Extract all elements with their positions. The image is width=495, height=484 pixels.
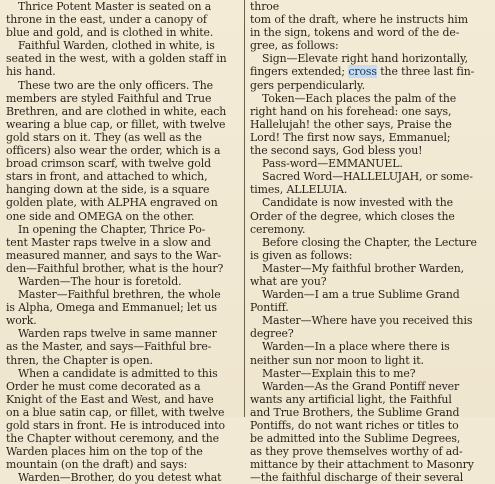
right-column-text-line: tom of the draft, where he instructs him [250, 13, 468, 27]
left-column [6, 0, 242, 484]
right-column-text-line: gers perpendicularly. [250, 78, 366, 92]
right-column-text-line: neither sun nor moon to light it. [250, 353, 424, 367]
right-column-text-line: in the sign, tokens and word of the de- [250, 26, 460, 40]
left-column-text-line: gold stars in front. He is introduced into [6, 419, 225, 432]
left-column-text-line: his hand. [6, 65, 56, 79]
right-column-text-line: and True Brothers, the Sublime Grand [250, 405, 460, 419]
left-column-text-line: Master—Faithful brethren, the whole [18, 288, 221, 302]
left-column-text-line: Brethren, and are clothed in white, each [6, 104, 227, 118]
right-column-text-line: as they prove themselves worthy of ad- [250, 445, 463, 459]
left-column-text-line: broad crimson scarf, with twelve gold [6, 157, 211, 171]
left-column-text-line: stars in front, and attached to which, [6, 170, 208, 184]
left-column-text-line: golden plate, with ALPHA engraved on [6, 196, 218, 210]
left-column-text-line: blue and gold, and is clothed in white. [6, 26, 214, 40]
left-column-text-line: the Chapter without ceremony, and the [6, 432, 220, 446]
left-column-text-line: Thrice Potent Master is seated on a [18, 0, 212, 13]
right-column-text-line: be admitted into the Sublime Degrees, [250, 432, 461, 446]
right-column-text-line: ceremony. [250, 222, 306, 236]
right-column-text-line: wants any artificial light, the Faithful [250, 392, 452, 406]
right-column-text-line: —the faithful discharge of their several [250, 471, 464, 484]
left-column-text-line: den—Faithful brother, what is the hour? [6, 261, 224, 275]
right-column-text-line: Pontiff. [250, 301, 289, 315]
left-column-text-line: measured manner, and says to the War- [6, 248, 222, 262]
right-column-text-line: mittance by their attachment to Masonry [250, 458, 474, 472]
left-column-text-line: When a candidate is admitted to this [18, 366, 218, 380]
left-column-text-line: Faithful Warden, clothed in white, is [18, 39, 215, 53]
right-column-text-line: Order of the degree, which closes the [250, 209, 455, 223]
left-column-text-line: is Alpha, Omega and Emmanuel; let us [6, 301, 217, 315]
left-column-text-line: throne in the east, under a canopy of [6, 13, 207, 27]
right-column-text-line: Before closing the Chapter, the Lecture [262, 235, 477, 249]
left-column-text-line: Warden—Brother, do you detest what [18, 471, 222, 484]
right-column-text-line: degree? [250, 327, 294, 341]
right-column-text-line: Candidate is now invested with the [262, 196, 453, 210]
right-column-text-line: Pass-word—EMMANUEL. [262, 157, 403, 171]
right-column-text-line: what are you? [250, 274, 327, 288]
left-column-text-line: hanging down at the side, is a square [6, 183, 210, 197]
right-column-text-line: Master—My faithful brother Warden, [262, 261, 464, 275]
left-column-text-line: on a blue satin cap, or fillet, with twelve [6, 405, 225, 419]
right-column-text-line: Lord! The first now says, Emmanuel; [250, 130, 451, 144]
right-column [250, 0, 492, 484]
left-column-text-line: gold stars on it. They (as well as the [6, 130, 202, 144]
left-column-text-line: Order he must come decorated as a [6, 379, 201, 393]
right-column-text-line: is given as follows: [250, 248, 353, 262]
right-column-text-line: Warden—I am a true Sublime Grand [262, 288, 460, 302]
right-column-text-line: throe [250, 0, 280, 13]
left-column-text-line: work. [6, 314, 37, 328]
right-column-text-line: fingers extended; cross the three last fin- [250, 65, 475, 79]
right-column-text-line: Warden—As the Grand Pontiff never [262, 379, 460, 393]
right-column-text-line: Sacred Word—HALLELUJAH, or some- [262, 170, 473, 184]
highlighted-search-term: cross [348, 65, 377, 79]
left-column-text-line: officers) also wear the order, which is a [6, 144, 221, 158]
right-column-text-line: Warden—In a place where there is [262, 340, 450, 354]
left-column-text-line: seated in the west, with a golden staff in [6, 52, 227, 66]
left-column-text-line: Warden—The hour is foretold. [18, 274, 182, 288]
right-column-text-line: gree, as follows: [250, 39, 339, 53]
right-column-text-line: the second says, God bless you! [250, 144, 423, 158]
right-column-text-line: Hallelujah! the other says, Praise the [250, 117, 452, 131]
right-column-text-line: Master—Explain this to me? [262, 366, 416, 380]
right-column-text-line: times, ALLELUIA. [250, 183, 348, 197]
left-column-text-line: Knight of the East and West, and have [6, 392, 214, 406]
right-column-text-line: Master—Where have you received this [262, 314, 473, 328]
right-column-text-line: Sign—Elevate right hand horizontally, [262, 52, 468, 66]
right-column-text-line: Pontiffs, do not want riches or titles to [250, 419, 459, 432]
left-column-text-line: thren, the Chapter is open. [6, 353, 153, 367]
right-column-text-line: Token—Each places the palm of the [262, 91, 457, 105]
left-column-text-line: as the Master, and says—Faithful bre- [6, 340, 212, 354]
right-column-text-line: right hand on his forehead: one says, [250, 104, 452, 118]
left-column-text-line: members are styled Faithful and True [6, 91, 212, 105]
left-column-text-line: In opening the Chapter, Thrice Po- [18, 222, 206, 236]
left-column-text-line: Warden raps twelve in same manner [18, 327, 217, 341]
left-column-text-line: These two are the only officers. The [18, 78, 213, 92]
left-column-text-line: tent Master raps twelve in a slow and [6, 235, 211, 249]
column-divider [244, 0, 245, 417]
left-column-text-line: one side and OMEGA on the other. [6, 209, 195, 223]
left-column-text-line: wearing a blue cap, or fillet, with twelve [6, 117, 226, 131]
left-column-text-line: mountain (on the draft) and says: [6, 458, 188, 472]
left-column-text-line: Warden places him on the top of the [6, 445, 203, 459]
